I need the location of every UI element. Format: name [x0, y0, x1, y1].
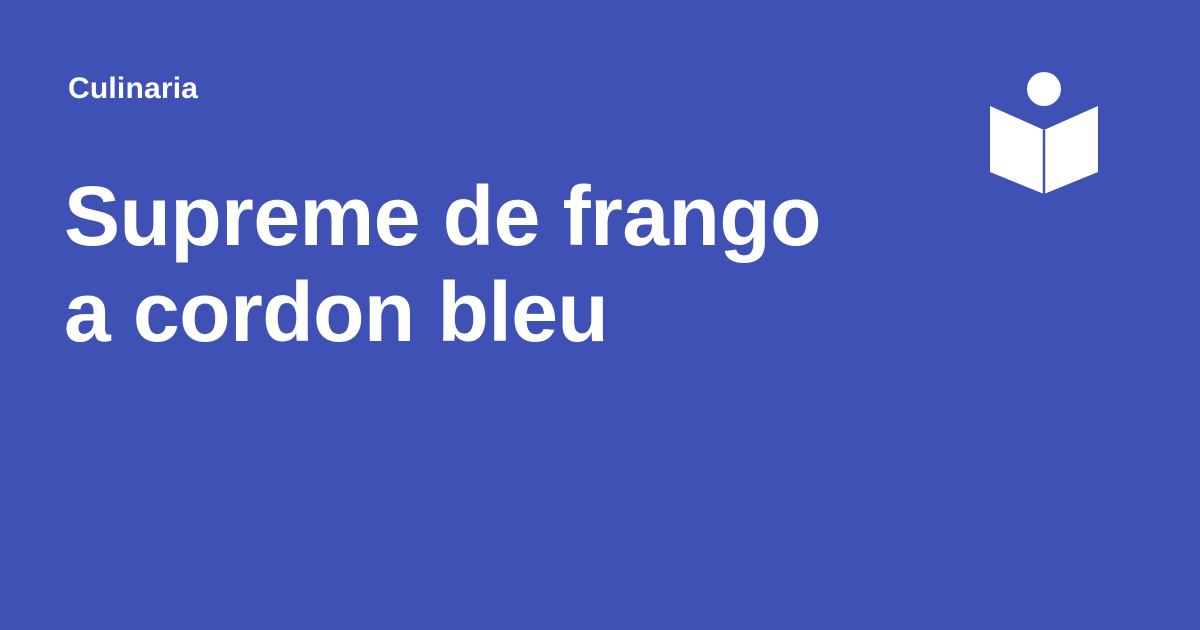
- page-title: [64, 168, 884, 360]
- title-line-2: a cordon bleu: [64, 265, 609, 359]
- reader-book-icon: [990, 70, 1100, 196]
- category-label: Culinaria: [68, 72, 199, 105]
- title-line-1: Supreme de frango: [64, 169, 821, 263]
